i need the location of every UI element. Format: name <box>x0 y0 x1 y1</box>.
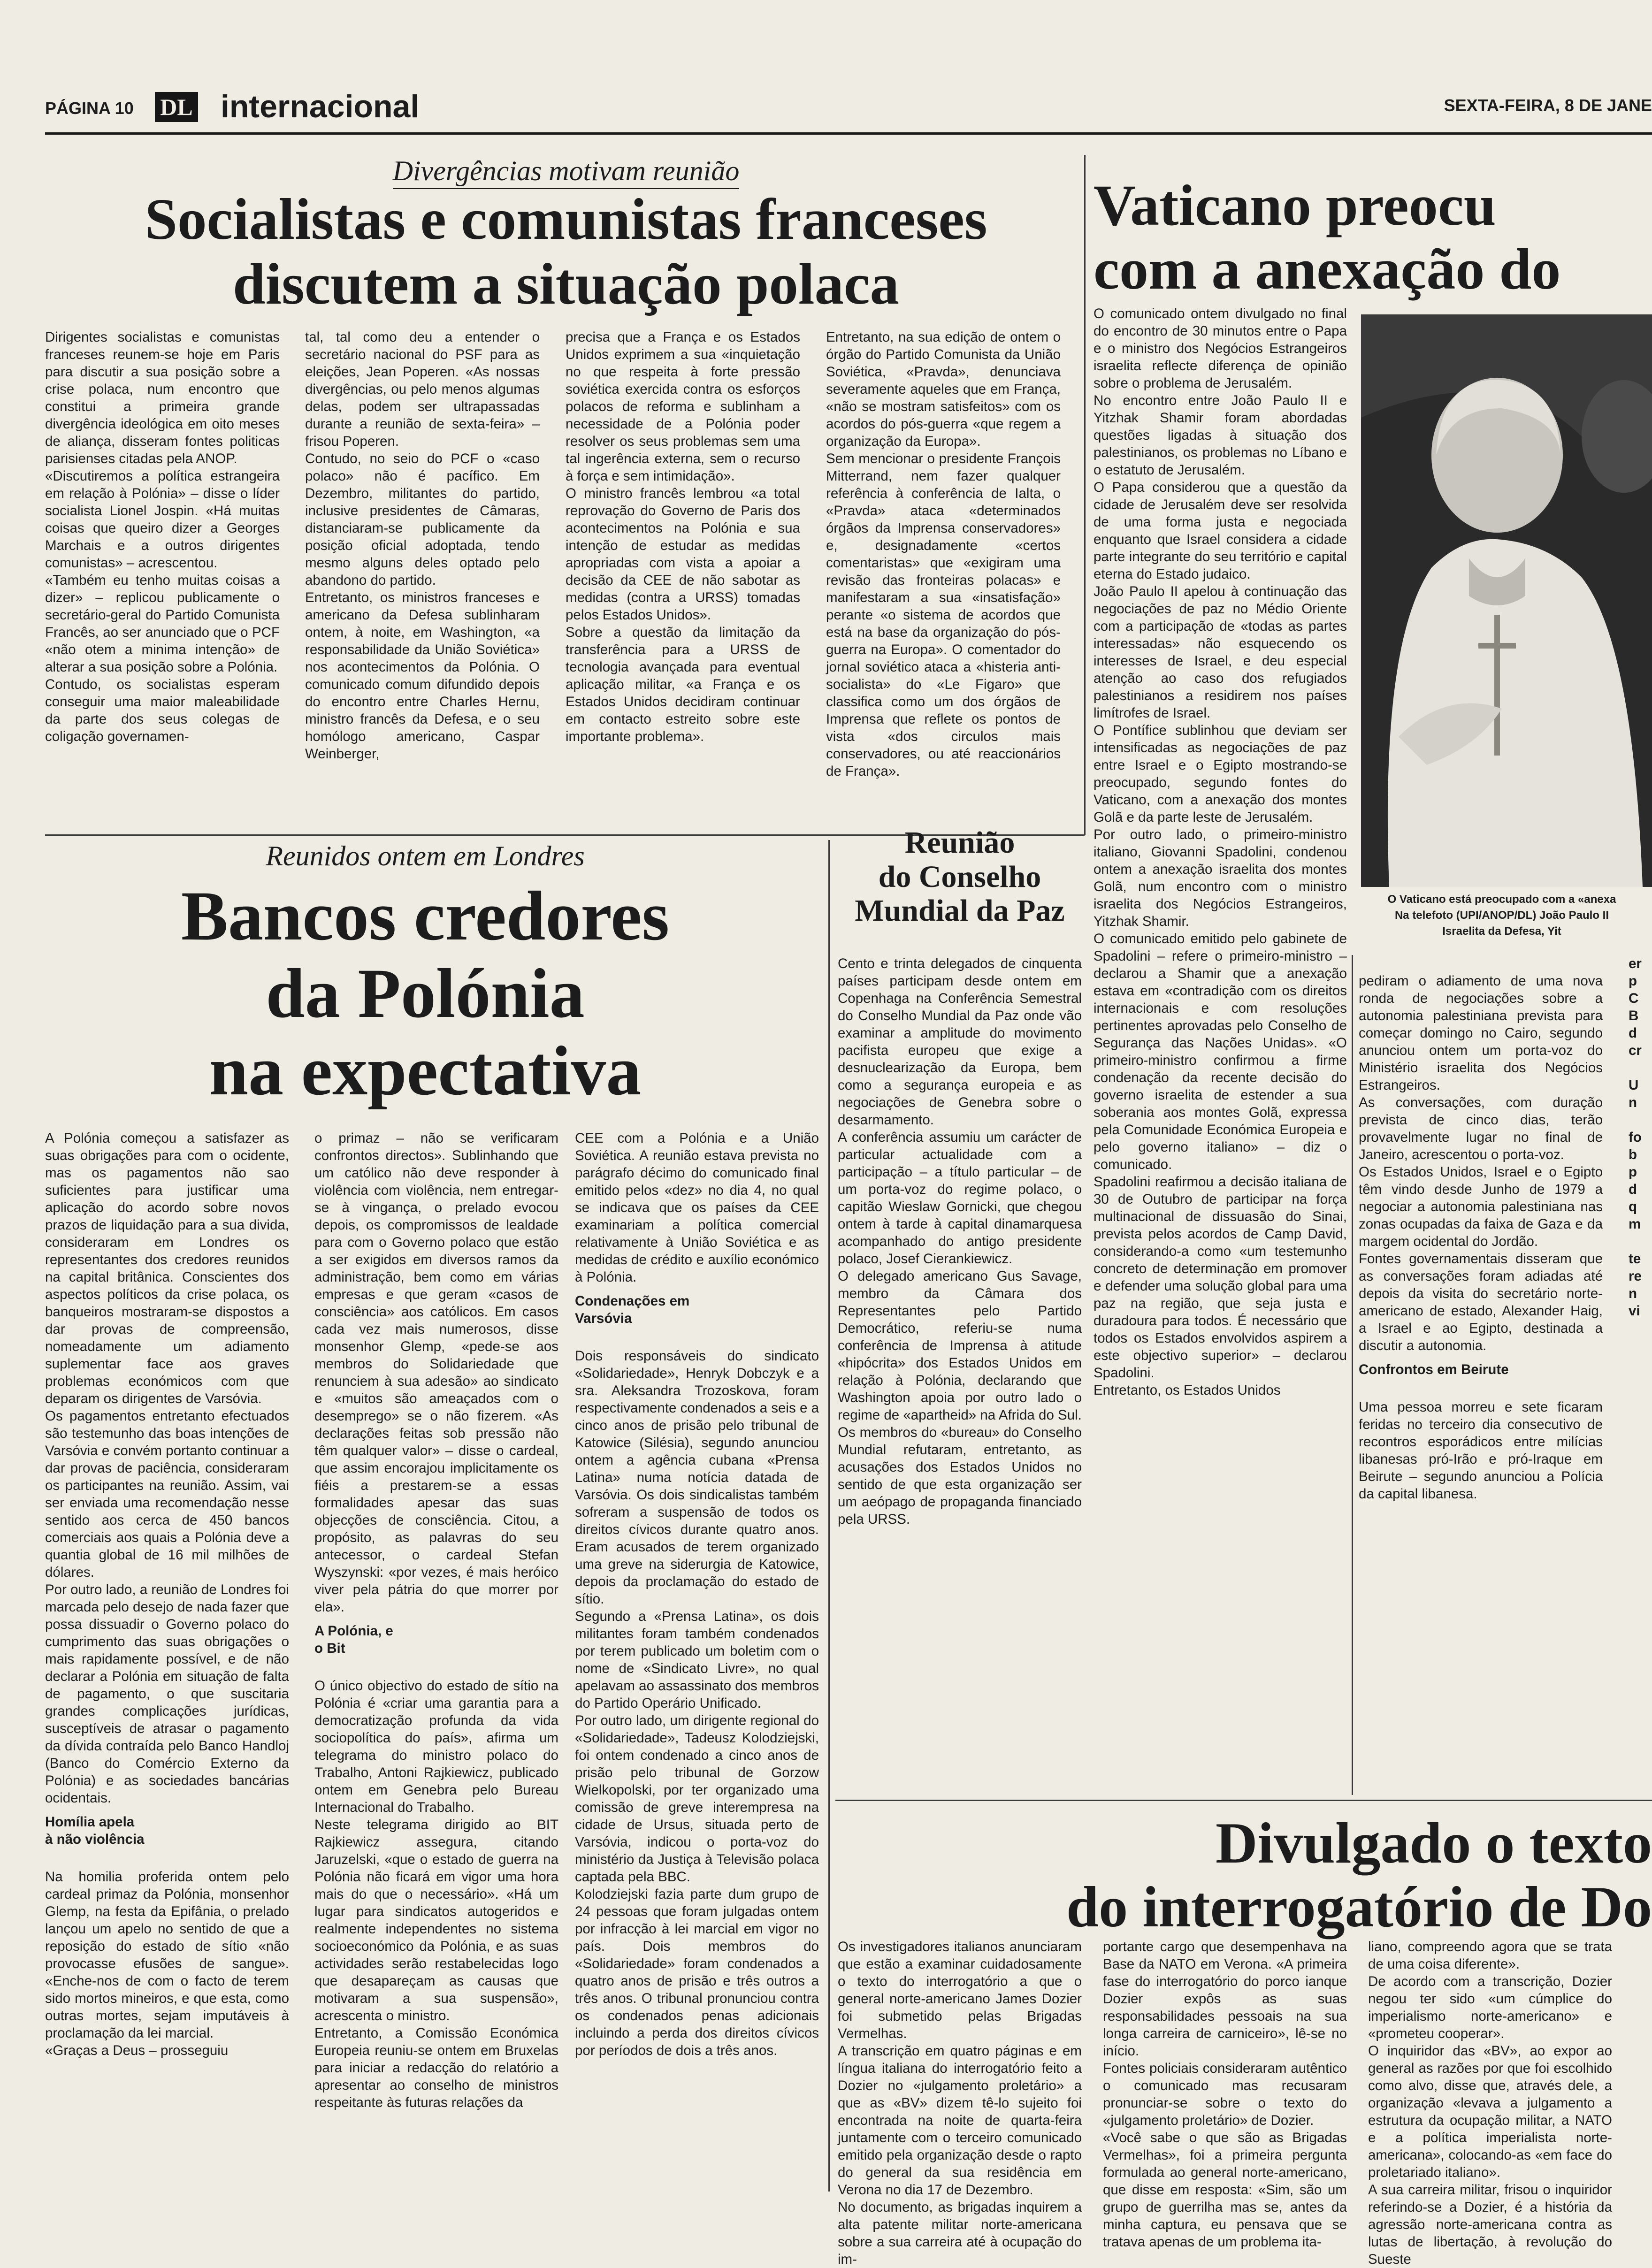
homilia-continued-text: o primaz – não se verificaram confrontos directos». Sublinhando que um católico não deve responder à violência com violência, nem entregar-se à vingança, o prelado evocou depois, os compromissos de lealdade para com o Governo polaco que estão a ser exigidos em diversos ramos da administração, bem como em várias empresas e que geram «casos de consciência» aos católicos. Em casos cada vez mais numerosos, disse monsenhor Glemp, «pede-se aos membros do Solidariedade que renunciem à sua adesão» ao sindicato e «muitos são ameaçados com o desemprego» se o não fizerem. «As declarações feitas sob pressão não têm qualquer valor» – disse o cardeal, que assim encorajou implicitamente os fiéis a prestarem-se a essas formalidades apesar das suas objecções de consciência. Citou, a propósito, as palavras do seu antecessor, o cardeal Stefan Wyszynski: «por vezes, é mais heróico viver pela pátria do que morrer por ela». <box>314 1130 558 1615</box>
vatican-column-1: O comunicado ontem divulgado no final do encontro de 30 minutos entre o Papa e o ministro dos Negócios Estrangeiros israelita reflecte diferença de opinião sobre o problema de Jerusalém. No encontro entre João Paulo II e Yitzhak Shamir foram abordadas questões ligadas à situação dos palestinianos, os problemas no Líbano e o estatuto de Jerusalém. O Papa considerou que a questão da cidade de Jerusalém deve ser resolvida de uma forma justa e negociada enquanto que Israel considera a cidade parte integrante do seu território e capital eterna do Estado judaico. João Paulo II apelou à continuação das negociações de paz no Médio Oriente com a participação de «todas as partes interessadas» não esquecendo os interesses de Israel, e deu especial atenção ao caso dos refugiados palestinianos a residirem nos países limítrofes de Israel. O Pontífice sublinhou que deviam ser intensificadas as negociações de paz entre Israel e o Egipto mostrando-se preocupado, segundo fontes do Vaticano, com a anexação dos montes Golã e da parte leste de Jerusalém. Por outro lado, o primeiro-ministro italiano, Giovanni Spadolini, condenou ontem a anexação israelita dos montes Golã, num encontro com o ministro israelita dos Negócios Estrangeiros, Yitzhak Shamir. O comunicado emitido pelo gabinete de Spadolini – refere o primeiro-ministro – declarou a Shamir que a anexação estava em «contradição com os direitos internacionais e com resoluções pertinentes aprovadas pelo Conselho de Segurança das Nações Unidas». «O primeiro-ministro confirmou a firme condenação da recente decisão do governo israelita de estender a sua soberania aos montes Golã, expressa pela Comunidade Económica Europeia e pelo governo italiano» – diz o comunicado. Spadolini reafirmou a decisão italiana de 30 de Outubro de participar na força multinacional de dissuasão do Sinai, prevista pelos acordos de Camp David, considerando-a como «um testemunho concreto de determinação em promover e defender uma solução global para uma paz na região, que seja justa e duradoura para todos. É necessário que todos os Estados envolvidos aspirem a este objectivo superior» – declarou Spadolini. Entretanto, os Estados Unidos <box>1094 306 1347 1398</box>
socialists-column-1: Dirigentes socialistas e comunistas franceses reunem-se hoje em Paris para discutir a sua posição sobre a crise polaca, num encontro que constitui a primeira grande divergência ideológica em oito meses de aliança, disseram fontes politicas parisienses citadas pela ANOP. «Discutiremos a política estrangeira em relação à Polónia» – disse o líder socialista Lionel Jospin. «Há muitas coisas que queiro dizer a Georges Marchais e a outros dirigentes comunistas» – acrescentou. «Também eu tenho muitas coisas a dizer» – replicou publicamente o secretário-geral do Partido Comunista Francês, ao ser anunciado que o PCF «não otem a minima intenção» de alterar a sua posição sobre a Polónia. Contudo, os socialistas esperam conseguir uma maior maleabilidade da parte dos seus colegas de coligação governamen- <box>45 329 280 744</box>
dozier-headline: Divulgado o texto do interrogatório de Do <box>1066 1811 1652 1940</box>
condenacoes-text: Dois responsáveis do sindicato «Solidariedade», Henryk Dobczyk e a sra. Aleksandra Trozoskova, foram respectivamente condenados a seis e a cinco anos de prisão pelo tribunal de Katowice (Silésia), segundo anunciou ontem a agência cubana «Prensa Latina» numa notícia datada de Varsóvia. Os dois sindicalistas também sofreram a suspensão de todos os direitos cívicos durante quatro anos. Eram acusados de terem organizado uma greve na siderurgia de Katowice, depois da proclamação do estado de sítio. Segundo a «Prensa Latina», os dois militantes foram também condenados por terem publicado um boletim com o nome de «Sindicato Livre», no qual apelavam ao assassinato dos membros do Partido Operário Unificado. Por outro lado, um dirigente regional do «Solidariedade», Tadeusz Kolodziejski, foi ontem condenado a cinco anos de prisão pelo tribunal de Gorzow Wielkopolski, por ter organizado uma comissão de greve interempresa na cidade de Ursus, situada perto de Varsóvia, indicou o porta-voz do ministério da Justiça à Televisão polaca captada pela BBC. Kolodziejski fazia parte dum grupo de 24 pessoas que foram julgadas ontem por infracção à lei marcial em vigor no país. Dois membros do «Solidariedade» foram condenados a quatro anos de prisão e três outros a três anos. O tribunal pronunciou contra os condenados penas adicionais incluindo a perda dos direitos cívicos por períodos de dois a três anos. <box>575 1348 819 2058</box>
banks-column-3 <box>575 1112 819 2192</box>
banks-column-1 <box>45 1112 289 2192</box>
cee-text: CEE com a Polónia e a União Soviética. A reunião estava prevista no parágrafo décimo do comunicado final emitido pelos «dez» no dia 4, no qual se indicava que os países da CEE examinariam a política comercial relativamente à União Soviética e as medidas de crédito e auxílio económico à Polónia. <box>575 1130 819 1285</box>
socialists-column-2: tal, tal como deu a entender o secretário nacional do PSF para as eleições, Jean Poperen. «As nossas divergências, ou pelo menos algumas delas, podem ser ultrapassadas durante a reunião de sexta-feira» – frisou Poperen. Contudo, no seio do PCF o «caso polaco» não é pacífico. Em Dezembro, militantes do partido, inclusive presidentes de Câmaras, distanciaram-se publicamente da posição oficial adoptada, tendo mesmo alguns deles optado pelo abandono do partido. Entretanto, os ministros franceses e americano da Defesa sublinharam ontem, à noite, em Washington, «a responsabilidade da União Soviética» nos acontecimentos da Polónia. O comunicado comum difundido depois do encontro entre Charles Hernu, ministro francês da Defesa, e o seu homólogo americano, Caspar Weinberger, <box>305 329 540 762</box>
newspaper-logo: DL <box>155 92 198 122</box>
condenacoes-subheading: Condenações em Varsóvia <box>575 1293 690 1326</box>
banks-intro-text: A Polónia começou a satisfazer as suas obrigações para com o ocidente, mas os pagamentos não sao suficientes para justificar uma aplicação do acordo sobre novos prazos de liquidação para a sua divida, consideraram em Londres os representantes dos credores reunidos na capital britânica. Conscientes dos aspectos políticos da crise polaca, os banqueiros mostraram-se dispostos a dar provas de compreensão, nomeadamente um adiamento suplementar face aos graves problemas económicos com que deparam os dirigentes de Varsóvia. Os pagamentos entretanto efectuados são testemunho das boas intenções de Varsóvia e convém portanto continuar a dar provas de paciência, consideraram os participantes na reunião. Assim, vai ser enviada uma recomendação nesse sentido aos cerca de 450 bancos comerciais aos quais a Polónia deve a quantia global de 16 mil milhões de dólares. Por outro lado, a reunião de Londres foi marcada pelo desejo de nada fazer que possa dissuadir o Governo polaco do cumprimento das suas obrigações o mais rapidamente possível, e de não declarar a Polónia em situação de falta de pagamento, o que suscitaria grandes complicações jurídicas, susceptíveis de atrasar o pagamento da dívida contraída pelo Banco Handloj (Banco do Comércio Externo da Polónia) e as sociedades bancárias ocidentais. <box>45 1130 289 1806</box>
pope-photo-illustration <box>1361 314 1652 887</box>
vatican-headline: Vaticano preocu com a anexação do <box>1094 173 1561 302</box>
beirute-text: Uma pessoa morreu e sete ficaram feridas no terceiro dia consecutivo de recontros esporádicos entre milícias libanesas pró-Irão e pró-Iraque em Beirute – segundo anunciou a Polícia da capital libanesa. <box>1359 1399 1603 1502</box>
socialists-column-4: Entretanto, na sua edição de ontem o órgão do Partido Comunista da União Soviética, «Pravda», denunciava severamente aqueles que em França, «não se mostram satisfeitos» com os acordos do pós-guerra «que regem a organização da Europa». Sem mencionar o presidente François Mitterrand, nem fazer qualquer referência à conferência de Ialta, o «Pravda» ataca «determinados órgãos da Imprensa conservadores» e, designadamente «certos comentaristas» que «exigiram uma revisão das fronteiras polacas» e manifestaram a sua «insatisfação» perante «o sistema de acordos que está na base da organização do pós-guerra na Europa». O comentador do jornal soviético ataca a «histeria anti-socialista» do «Le Figaro» que classifica como um dos órgãos de Imprensa que reflete os pontos de vista «dos circulos mais conservadores, ou até reaccionários de França». <box>826 329 1061 779</box>
dozier-column-2: portante cargo que desempenhava na Base da NATO em Verona. «A primeira fase do interrogatório do porco ianque Dozier expôs as suas responsabilidades pessoais na sua longa carreira de carniceiro», lê-se no início. Fontes policiais consideraram autêntico o comunicado mas recusaram pronunciar-se sobre o texto do «julgamento proletário» de Dozier. «Você sabe o que são as Brigadas Vermelhas», foi a primeira pergunta formulada ao general norte-americano, que disse em resposta: «Sim, são um grupo de guerrilha mas se, antes da minha captura, eu pensava que se tratava apenas de um problema ita- <box>1103 1939 1347 2250</box>
pope-photo <box>1361 314 1652 887</box>
column-divider <box>1352 955 1353 1795</box>
socialists-column-3: precisa que a França e os Estados Unidos exprimem a sua «inquietação no que respeita à forte pressão soviética exercida contra os esforços polacos de reforma e sublinham a necessidade de a Polónia poder resolver os seus problemas sem uma tal ingerência externa, sem o recurso à força e sem intimidação». O ministro francês lembrou «a total reprovação do Governo de Paris dos acontecimentos na Polónia e sua intenção de estudar as medidas apropriadas com vista a apoiar a decisão da CEE de não sabotar as medidas (contra a URSS) tomadas pelos Estados Unidos». Sobre a questão da limitação da transferência para a URSS de tecnologia avançada para eventual aplicação militar, «a França e os Estados Unidos decidiram continuar em contacto estreito sobre este importante problema». <box>566 329 800 744</box>
page-number: PÁGINA 10 <box>45 99 134 118</box>
header-rule <box>45 132 1652 135</box>
homilia-text: Na homilia proferida ontem pelo cardeal primaz da Polónia, monsenhor Glemp, na festa da Epifânia, o prelado lançou um apelo no sentido de que a reposição do estado de sítio «não provocasse efusões de sangue». «Enche-nos de com o facto de terem sido mortos mineiros, e que esta, como outras mortes, sejam imputáveis à proclamação da lei marcial. «Graças a Deus – prosseguiu <box>45 1869 289 2058</box>
council-text: Cento e trinta delegados de cinquenta países participam desde ontem em Copenhaga na Conferência Semestral do Conselho Mundial da Paz onde vão examinar a amplitude do movimento pacifista europeu que exige a desnuclearização da Europa, bem como a segurança europeia e as negociações de Genebra sobre o desarmamento. A conferência assumiu um carácter de particular actualidade com a participação – a título particular – de um porta-voz do regime polaco, o capitão Wieslaw Gornicki, que chegou ontem à tarde à capital dinamarquesa acompanhado do antigo presidente polaco, Josef Cierankiewicz. O delegado americano Gus Savage, membro da Câmara dos Representantes pelo Partido Democrático, referiu-se numa conferência de Imprensa à atitude «hipócrita» dos Estados Unidos em relação à Polónia, declarando que Washington apoia por outro lado o regime de «apartheid» na Afrida do Sul. Os membros do «bureau» do Conselho Mundial refutaram, entretanto, as acusações dos Estados Unidos no sentido de que esta organização ser um aeópago de propaganda financiado pela URSS. <box>838 956 1082 1527</box>
homilia-subheading: Homília apela à não violência <box>45 1814 145 1847</box>
issue-date: SEXTA-FEIRA, 8 DE JANE <box>1444 96 1652 115</box>
beirute-subheading: Confrontos em Beirute <box>1359 1362 1509 1377</box>
banks-column-2 <box>314 1112 558 2192</box>
banks-kicker: Reunidos ontem em Londres <box>266 840 585 871</box>
bit-text: O único objectivo do estado de sítio na Polónia é «criar uma garantia para a democratização profunda da vida sociopolítica do país», afirma um telegrama do ministro polaco do Trabalho, Antoni Rajkiewicz, publicado ontem em Genebra pelo Bureau Internacional do Trabalho. Neste telegrama dirigido ao BIT Rajkiewicz assegura, citando Jaruzelski, «que o estado de guerra na Polónia não ficará em vigor uma hora mais do que o necessário». «Há um lugar para sindicatos autogeridos e realmente independentes no sistema socioeconómico da Polónia, e as suas actividades serão restabelecidas logo que desapareçam as causas que motivaram a sua suspensão», acrescenta o ministro. Entretanto, a Comissão Económica Europeia reuniu-se ontem em Bruxelas para iniciar a redacção do relatório a apresentar ao conselho de ministros respeitante às futuras relações da <box>314 1678 558 2110</box>
story-divider <box>835 1800 1652 1801</box>
cut-off-column-fragments: er p C B d cr U n fo b p d q m te re n vi <box>1629 956 1642 1319</box>
photo-caption: O Vaticano está preocupado com a «anexa Na telefoto (UPI/ANOP/DL) João Paulo II Israelita da Defesa, Yit <box>1387 893 1616 938</box>
dozier-column-1: Os investigadores italianos anunciaram que estão a examinar cuidadosamente o texto do interrogatório a que o general norte-americano James Dozier foi submetido pelas Brigadas Vermelhas. A transcrição em quatro páginas e em língua italiana do interrogatório feito a Dozier no «julgamento proletário» a que as «BV» dizem tê-lo sujeito foi encontrada na noite de quarta-feira juntamente com o terceiro comunicado emitido pela organização desde o rapto do general da sua residência em Verona no dia 17 de Dezembro. No documento, as brigadas inquirem a alta patente militar norte-americana sobre a sua carreira até à ocupação do im- <box>838 1939 1082 2267</box>
vatican-continued-text: pediram o adiamento de uma nova ronda de negociações sobre a autonomia palestiniana prevista para começar domingo no Cairo, segundo anunciou ontem um porta-voz do Ministério israelita dos Negócios Estrangeiros. As conversações, com duração prevista de cinco dias, terão provavelmente lugar no final de Janeiro, acrescentou o porta-voz. Os Estados Unidos, Israel e o Egipto têm vindo desde Junho de 1979 a negociar a autonomia palestiniana nas zonas ocupadas da faixa de Gaza e da margem ocidental do Jordão. Fontes governamentais disseram que as conversações foram adiadas até depois da visita do secretário norte-americano de estado, Alexander Haig, a Israel e ao Egipto, destinada a discutir a autonomia. <box>1359 973 1603 1353</box>
dozier-column-3: liano, compreendo agora que se trata de uma coisa diferente». De acordo com a transcrição, Dozier negou ter sido «um cúmplice do imperialismo norte-americano» e «prometeu cooperar». O inquiridor das «BV», ao expor ao general as razões por que foi escolhido como alvo, disse que, através dele, a organização «levava a julgamento a estrutura da ocupação militar, a NATO e a política imperialista norte-americana», colocando-as «em face do proletariado italiano». A sua carreira militar, frisou o inquiridor referindo-se a Dozier, é a história da agressão norte-americana contra as lutas de libertação, à revolução do Sueste <box>1368 1939 1612 2267</box>
column-divider <box>1084 155 1086 835</box>
bit-subheading: A Polónia, e o Bit <box>314 1623 393 1656</box>
socialists-kicker: Divergências motivam reunião <box>45 155 1087 187</box>
column-divider <box>828 840 830 2192</box>
section-title: internacional <box>221 89 420 124</box>
vatican-column-2 <box>1359 955 1603 1786</box>
banks-headline: Bancos credores da Polónia na expectativa <box>181 877 670 1110</box>
council-headline: Reunião do Conselho Mundial da Paz <box>855 825 1065 928</box>
socialists-headline: Socialistas e comunistas franceses discutem a situação polaca <box>145 187 987 317</box>
